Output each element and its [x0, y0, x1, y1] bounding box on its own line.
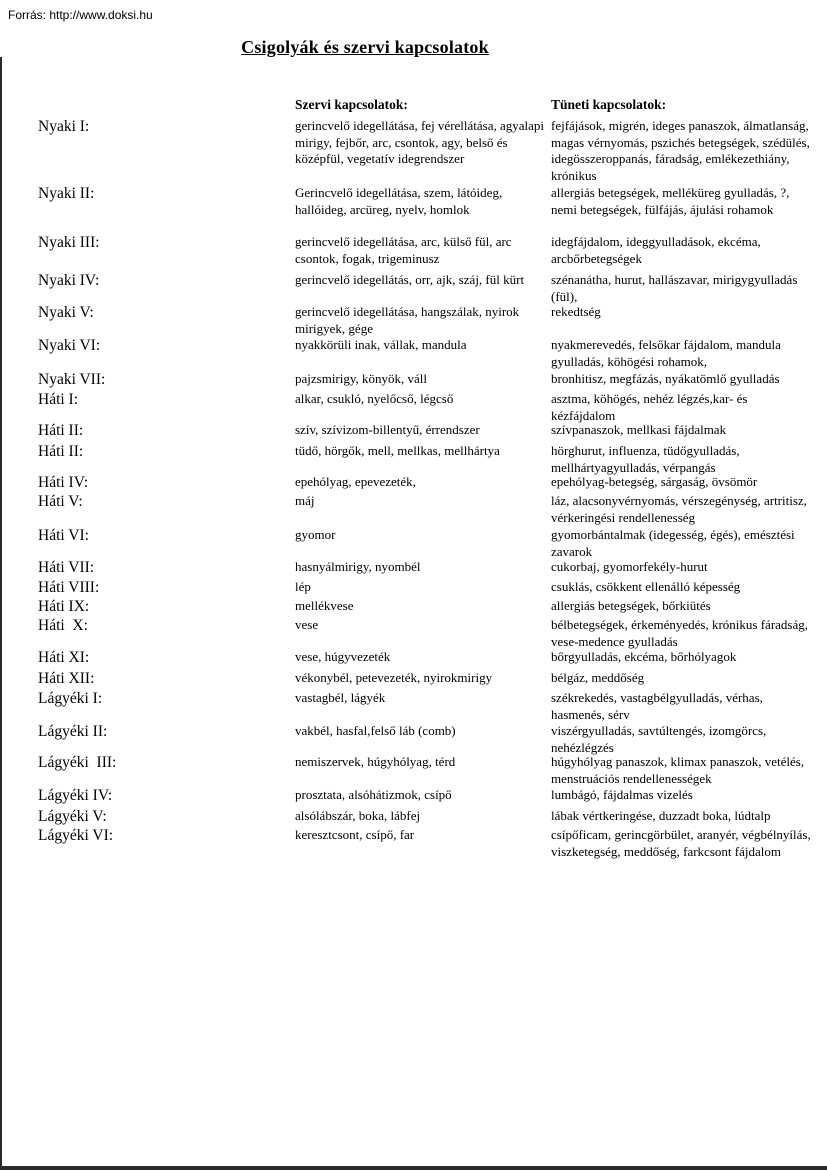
organ-connections: vese: [295, 617, 319, 632]
organ-connections: Gerincvelő idegellátása, szem, látóideg, hallóideg, arcüreg, nyelv, homlok: [295, 185, 503, 217]
vertebra-label: Háti IV:: [38, 474, 89, 491]
symptom-connections: bélbetegségek, érkeményedés, krónikus fáradság, vese-medence gyulladás: [551, 617, 809, 649]
symptom-connections: fejfájások, migrén, ideges panaszok, álmatlanság, magas vérnyomás, pszichés betegségek, szédülés, idegösszeroppanás, fáradság, emlékezethiány, krónikus: [551, 118, 810, 183]
symptom-connections: gyomorbántalmak (idegesség, égés), emésztési zavarok: [551, 527, 795, 559]
vertebra-label: Háti XI:: [38, 649, 90, 666]
organ-connections: prosztata, alsóhátizmok, csípő: [295, 787, 452, 802]
scan-edge-bottom: [0, 1166, 827, 1170]
symptom-connections: húgyhólyag panaszok, klimax panaszok, vetélés, menstruációs rendellenességek: [551, 754, 805, 786]
organ-connections: hasnyálmirigy, nyombél: [295, 559, 421, 574]
organ-connections: pajzsmirigy, könyök, váll: [295, 371, 428, 386]
organ-connections: vékonybél, petevezeték, nyirokmirigy: [295, 670, 493, 685]
vertebra-label: Nyaki II:: [38, 185, 95, 202]
organ-connections: epehólyag, epevezeték,: [295, 474, 416, 489]
symptom-connections: cukorbaj, gyomorfekély-hurut: [551, 559, 708, 574]
page-title: Csigolyák és szervi kapcsolatok: [241, 37, 489, 57]
organ-connections: gyomor: [295, 527, 336, 542]
organ-connections: gerincvelő idegellátás, orr, ajk, száj, fül kürt: [295, 272, 525, 287]
symptom-connections: allergiás betegségek, melléküreg gyulladás, ?, nemi betegségek, fülfájás, ájulási rohamok: [551, 185, 790, 217]
symptom-connections: nyakmerevedés, felsőkar fájdalom, mandula gyulladás, köhögési rohamok,: [551, 337, 781, 369]
vertebra-label: Háti XII:: [38, 670, 95, 687]
vertebra-label: Háti I:: [38, 391, 79, 408]
symptom-connections: asztma, köhögés, nehéz légzés,kar- és kézfájdalom: [551, 391, 748, 423]
symptom-connections: szívpanaszok, mellkasi fájdalmak: [551, 422, 727, 437]
organ-connections: vastagbél, lágyék: [295, 690, 386, 705]
organ-connections: vese, húgyvezeték: [295, 649, 391, 664]
vertebra-label: Lágyéki VI:: [38, 827, 114, 844]
symptom-connections: allergiás betegségek, bőrkiütés: [551, 598, 711, 613]
scan-edge-left: [0, 57, 2, 1170]
symptom-connections: epehólyag-betegség, sárgaság, övsömör: [551, 474, 758, 489]
vertebra-label: Háti IX:: [38, 598, 90, 615]
symptom-connections: bronhitisz, megfázás, nyákatömlő gyulladás: [551, 371, 780, 386]
symptom-connections: székrekedés, vastagbélgyulladás, vérhas, hasmenés, sérv: [551, 690, 763, 722]
vertebra-label: Nyaki V:: [38, 304, 94, 321]
organ-connections: gerincvelő idegellátása, hangszálak, nyirok mirigyek, gége: [295, 304, 520, 336]
organ-column-header: Szervi kapcsolatok:: [295, 97, 408, 112]
vertebra-label: Háti V:: [38, 493, 83, 510]
symptom-connections: bőrgyulladás, ekcéma, bőrhólyagok: [551, 649, 737, 664]
organ-connections: máj: [295, 493, 315, 508]
symptom-connections: viszérgyulladás, savtúltengés, izomgörcs, nehézlégzés: [551, 723, 767, 755]
symptom-connections: lábak vértkeringése, duzzadt boka, lúdtalp: [551, 808, 771, 823]
organ-connections: szív, szívizom-billentyű, érrendszer: [295, 422, 480, 437]
vertebra-label: Lágyéki III:: [38, 754, 117, 771]
organ-connections: keresztcsont, csípő, far: [295, 827, 415, 842]
symptom-connections: láz, alacsonyvérnyomás, vérszegénység, artritisz, vérkeringési rendellenesség: [551, 493, 807, 525]
symptom-column-header: Tüneti kapcsolatok:: [551, 97, 667, 112]
vertebra-label: Lágyéki V:: [38, 808, 107, 825]
organ-connections: nyakkörüli inak, vállak, mandula: [295, 337, 467, 352]
organ-connections: gerincvelő idegellátása, fej vérellátása, agyalapi mirigy, fejbőr, arc, csontok, agy, belső és középfül, vegetatív idegrendszer: [295, 118, 545, 167]
symptom-connections: szénanátha, hurut, hallászavar, mirigygyulladás (fül),: [551, 272, 798, 304]
vertebra-label: Háti VI:: [38, 527, 89, 544]
vertebra-label: Lágyéki IV:: [38, 787, 113, 804]
vertebra-label: Nyaki I:: [38, 118, 90, 135]
vertebra-label: Nyaki III:: [38, 234, 100, 251]
organ-connections: nemiszervek, húgyhólyag, térd: [295, 754, 456, 769]
organ-connections: mellékvese: [295, 598, 354, 613]
organ-connections: alsólábszár, boka, lábfej: [295, 808, 421, 823]
symptom-connections: hörghurut, influenza, tüdőgyulladás, mellhártyagyulladás, vérpangás: [551, 443, 740, 475]
vertebra-label: Háti X:: [38, 617, 88, 634]
vertebra-label: Nyaki IV:: [38, 272, 100, 289]
vertebra-label: Háti VIII:: [38, 579, 100, 596]
source-url-note: Forrás: http://www.doksi.hu: [8, 8, 153, 22]
organ-connections: alkar, csukló, nyelőcső, légcső: [295, 391, 454, 406]
vertebra-label: Nyaki VII:: [38, 371, 106, 388]
symptom-connections: lumbágó, fájdalmas vizelés: [551, 787, 693, 802]
symptom-connections: csípőficam, gerincgörbület, aranyér, végbélnyílás, viszketegség, meddőség, farkcsont fájdalom: [551, 827, 811, 859]
vertebra-label: Nyaki VI:: [38, 337, 101, 354]
vertebra-label: Háti VII:: [38, 559, 95, 576]
organ-connections: tüdő, hörgők, mell, mellkas, mellhártya: [295, 443, 500, 458]
organ-connections: lép: [295, 579, 311, 594]
symptom-connections: idegfájdalom, ideggyulladások, ekcéma, arcbőrbetegségek: [551, 234, 761, 266]
vertebra-label: Lágyéki II:: [38, 723, 108, 740]
vertebra-label: Háti II:: [38, 443, 84, 460]
symptom-connections: bélgáz, meddőség: [551, 670, 645, 685]
vertebra-label: Háti II:: [38, 422, 84, 439]
symptom-connections: rekedtség: [551, 304, 601, 319]
vertebra-label: Lágyéki I:: [38, 690, 103, 707]
symptom-connections: csuklás, csökkent ellenálló képesség: [551, 579, 741, 594]
organ-connections: vakbél, hasfal,felső láb (comb): [295, 723, 456, 738]
organ-connections: gerincvelő idegellátása, arc, külső fül, arc csontok, fogak, trigeminusz: [295, 234, 512, 266]
